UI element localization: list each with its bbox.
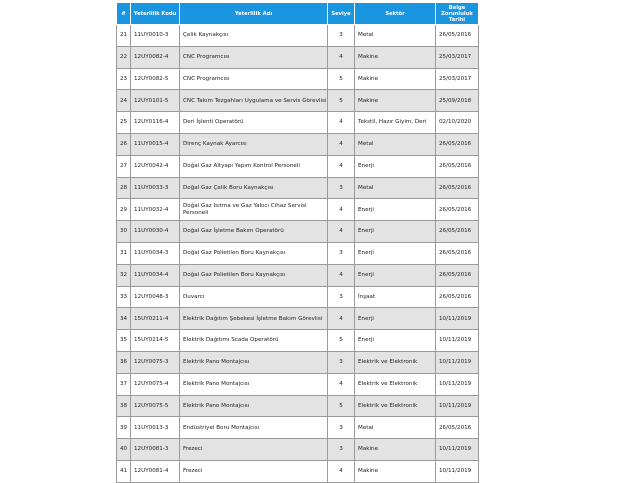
qualification-sector: Makine [355,46,436,68]
table-header-row [117,3,479,25]
qualification-date: 10/11/2019 [436,439,479,461]
qualification-code: 11UY0034-3 [131,242,180,264]
qualification-level: 3 [328,417,355,439]
row-number: 26 [117,133,131,155]
qualification-level: 4 [328,308,355,330]
qualification-table [116,2,479,483]
qualification-code: 12UY0101-5 [131,90,180,112]
table-row [117,133,479,155]
qualification-date: 10/11/2019 [436,373,479,395]
qualification-code: 12UY0042-4 [131,155,180,177]
table-row [117,286,479,308]
qualification-level: 5 [328,90,355,112]
qualification-level: 4 [328,155,355,177]
qualification-sector: Enerji [355,242,436,264]
qualification-level: 4 [328,46,355,68]
qualification-level: 3 [328,25,355,47]
table-body [117,25,479,483]
qualification-code: 12UY0075-3 [131,351,180,373]
qualification-name: CNC Takım Tezgahları Uygulama ve Servis Görevlisi [180,90,328,112]
table-row [117,460,479,482]
qualification-sector: Tekstil, Hazır Giyim, Deri [355,112,436,134]
qualification-code: 12UY0116-4 [131,112,180,134]
qualification-date: 26/05/2016 [436,286,479,308]
row-number: 41 [117,460,131,482]
qualification-sector: Enerji [355,264,436,286]
qualification-sector: Metal [355,177,436,199]
qualification-name: Frezeci [180,460,328,482]
table-row [117,308,479,330]
qualification-level: 4 [328,112,355,134]
qualification-code: 15UY0211-4 [131,308,180,330]
row-number: 21 [117,25,131,47]
row-number: 30 [117,221,131,243]
table-row [117,199,479,221]
qualification-date: 26/05/2016 [436,264,479,286]
table-row [117,417,479,439]
qualification-sector: Metal [355,133,436,155]
header-no[interactable]: # [117,3,131,25]
table-row [117,221,479,243]
qualification-sector: Enerji [355,221,436,243]
qualification-code: 12UY0082-4 [131,46,180,68]
table-row [117,330,479,352]
table-row [117,46,479,68]
qualification-code: 15UY0214-5 [131,330,180,352]
qualification-sector: Metal [355,417,436,439]
row-number: 33 [117,286,131,308]
qualification-sector: Makine [355,460,436,482]
qualification-date: 10/11/2019 [436,351,479,373]
qualification-level: 4 [328,460,355,482]
qualification-code: 11UY0013-3 [131,417,180,439]
row-number: 35 [117,330,131,352]
table-row [117,242,479,264]
qualification-sector: Elektrik ve Elektronik [355,351,436,373]
row-number: 22 [117,46,131,68]
table-row [117,373,479,395]
header-name[interactable]: Yeterlilik Adı [180,3,328,25]
table-row [117,395,479,417]
qualification-name: Duvarcı [180,286,328,308]
qualification-name: Elektrik Pano Montajcısı [180,395,328,417]
table-row [117,90,479,112]
qualification-date: 10/11/2019 [436,395,479,417]
row-number: 34 [117,308,131,330]
qualification-date: 02/10/2020 [436,112,479,134]
qualification-sector: Enerji [355,199,436,221]
qualification-date: 10/11/2019 [436,330,479,352]
row-number: 29 [117,199,131,221]
row-number: 38 [117,395,131,417]
qualification-name: CNC Programcısı [180,46,328,68]
qualification-level: 3 [328,286,355,308]
qualification-name: Çelik Kaynakçısı [180,25,328,47]
qualification-name: Elektrik Dağıtım Şebekesi İşletme Bakım Görevlisi [180,308,328,330]
qualification-level: 4 [328,221,355,243]
row-number: 23 [117,68,131,90]
qualification-date: 26/05/2016 [436,25,479,47]
qualification-name: Elektrik Dağıtımı Scada Operatörü [180,330,328,352]
qualification-name: Doğal Gaz Polietilen Boru Kaynakçısı [180,264,328,286]
row-number: 27 [117,155,131,177]
qualification-name: Elektrik Pano Montajcısı [180,351,328,373]
qualification-name: Frezeci [180,439,328,461]
row-number: 25 [117,112,131,134]
row-number: 28 [117,177,131,199]
qualification-name: Doğal Gaz Polietilen Boru Kaynakçısı [180,242,328,264]
table-row [117,264,479,286]
table-row [117,25,479,47]
qualification-level: 5 [328,68,355,90]
qualification-date: 26/05/2016 [436,221,479,243]
header-level[interactable]: Seviye [328,3,355,25]
qualification-table-container [116,2,478,483]
qualification-code: 12UY0081-4 [131,460,180,482]
qualification-sector: Enerji [355,330,436,352]
qualification-code: 11UY0034-4 [131,264,180,286]
table-row [117,177,479,199]
row-number: 31 [117,242,131,264]
qualification-code: 12UY0081-3 [131,439,180,461]
qualification-date: 25/09/2018 [436,90,479,112]
qualification-date: 26/05/2016 [436,199,479,221]
qualification-name: Direnç Kaynak Ayarcısı [180,133,328,155]
qualification-level: 3 [328,351,355,373]
qualification-level: 3 [328,242,355,264]
qualification-date: 10/11/2019 [436,308,479,330]
qualification-date: 26/05/2016 [436,133,479,155]
row-number: 37 [117,373,131,395]
qualification-level: 3 [328,439,355,461]
qualification-sector: Makine [355,68,436,90]
qualification-sector: Metal [355,25,436,47]
qualification-sector: Enerji [355,308,436,330]
qualification-code: 12UY0075-5 [131,395,180,417]
qualification-sector: Elektrik ve Elektronik [355,395,436,417]
row-number: 40 [117,439,131,461]
qualification-date: 25/03/2017 [436,68,479,90]
qualification-name: Doğal Gaz Çelik Boru Kaynakçısı [180,177,328,199]
qualification-code: 11UY0030-4 [131,221,180,243]
header-date[interactable]: Belge Zorunluluk Tarihi [436,3,479,25]
qualification-code: 11UY0015-4 [131,133,180,155]
table-row [117,155,479,177]
header-sector[interactable]: Sektör [355,3,436,25]
table-row [117,439,479,461]
qualification-level: 3 [328,177,355,199]
qualification-level: 5 [328,330,355,352]
qualification-level: 5 [328,395,355,417]
qualification-code: 12UY0048-3 [131,286,180,308]
qualification-code: 11UY0032-4 [131,199,180,221]
qualification-name: Deri İşlenti Operatörü [180,112,328,134]
qualification-name: Elektrik Pano Montajcısı [180,373,328,395]
qualification-name: CNC Programcısı [180,68,328,90]
row-number: 32 [117,264,131,286]
table-row [117,68,479,90]
qualification-code: 11UY0010-3 [131,25,180,47]
row-number: 36 [117,351,131,373]
qualification-sector: İnşaat [355,286,436,308]
header-code[interactable]: Yeterlilik Kodu [131,3,180,25]
qualification-date: 26/05/2016 [436,417,479,439]
qualification-code: 12UY0082-5 [131,68,180,90]
table-row [117,112,479,134]
qualification-sector: Elektrik ve Elektronik [355,373,436,395]
row-number: 24 [117,90,131,112]
table-row [117,351,479,373]
qualification-name: Endüstriyel Boru Montajcısı [180,417,328,439]
qualification-level: 4 [328,373,355,395]
qualification-code: 12UY0075-4 [131,373,180,395]
qualification-code: 11UY0033-3 [131,177,180,199]
qualification-sector: Makine [355,439,436,461]
qualification-name: Doğal Gaz Isıtma ve Gaz Yakıcı Cihaz Servisi Personeli [180,199,328,221]
qualification-sector: Enerji [355,155,436,177]
qualification-date: 10/11/2019 [436,460,479,482]
qualification-level: 4 [328,133,355,155]
qualification-date: 26/05/2016 [436,177,479,199]
qualification-date: 26/05/2016 [436,242,479,264]
qualification-level: 4 [328,199,355,221]
qualification-name: Doğal Gaz Altyapı Yapım Kontrol Personeli [180,155,328,177]
qualification-sector: Makine [355,90,436,112]
qualification-date: 26/05/2016 [436,155,479,177]
qualification-name: Doğal Gaz İşletme Bakım Operatörü [180,221,328,243]
qualification-level: 4 [328,264,355,286]
row-number: 39 [117,417,131,439]
qualification-date: 25/03/2017 [436,46,479,68]
